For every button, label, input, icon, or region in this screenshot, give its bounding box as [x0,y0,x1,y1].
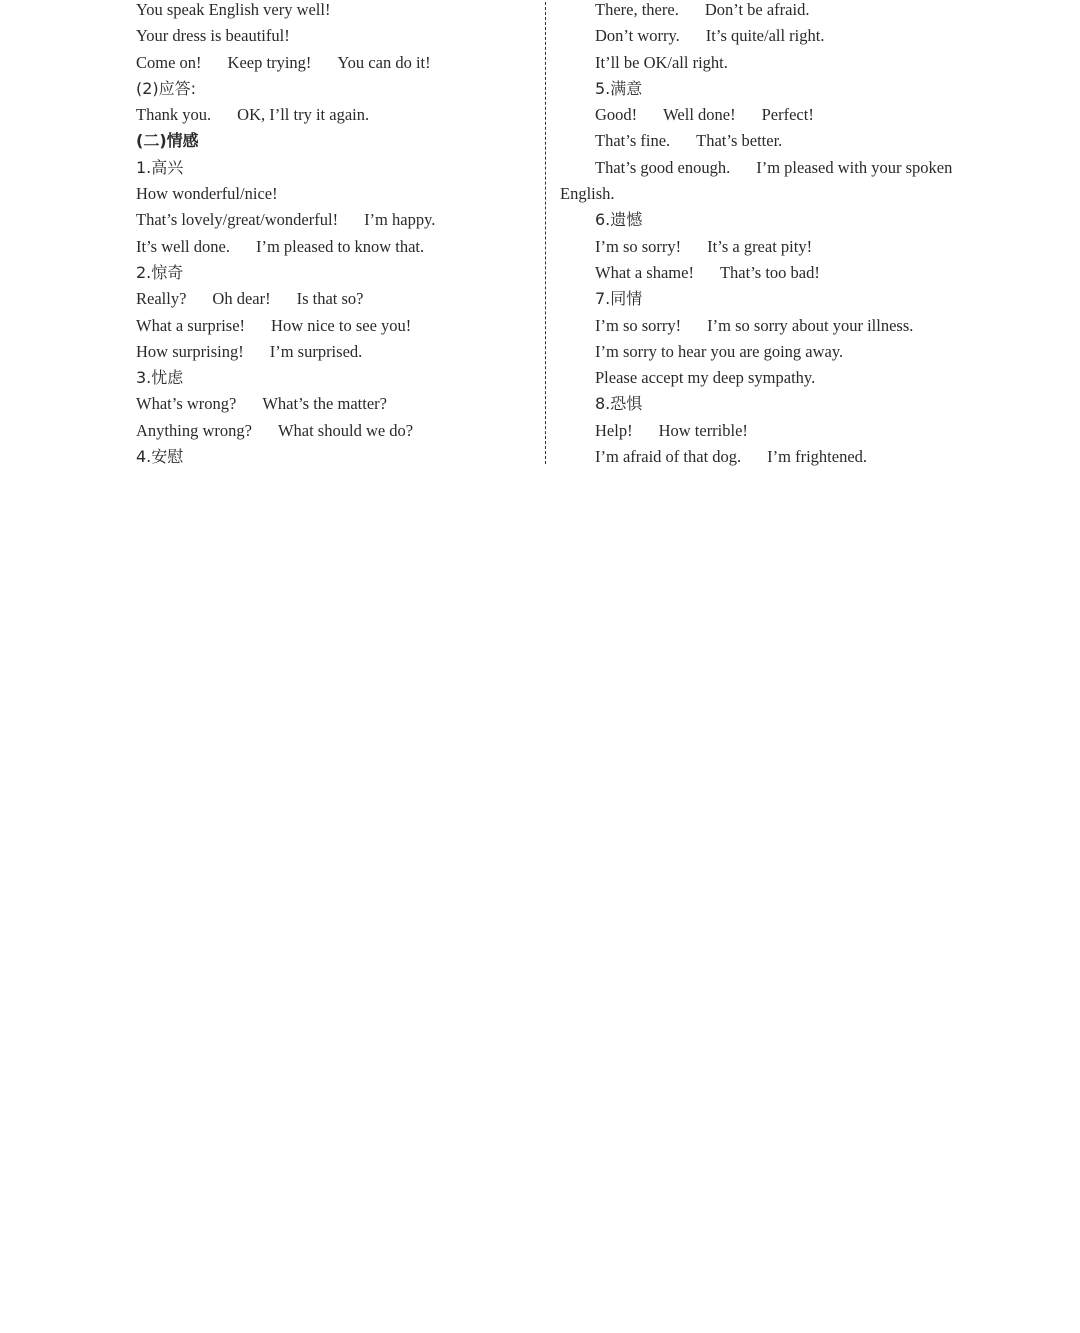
heading-text: (2)应答: [136,78,197,98]
phrase: I’m so sorry! [595,315,682,335]
text-line [136,342,531,368]
column-divider [545,2,546,464]
heading-text: 5.满意 [595,78,643,98]
phrase: There, there. [595,0,679,19]
category-heading [560,394,1000,420]
phrase: Your dress is beautiful! [136,26,290,46]
phrase: Perfect! [761,105,814,125]
heading-text: 2.惊奇 [136,262,184,282]
phrase: English. [560,184,615,204]
right-column [560,0,1000,473]
phrase: Don’t worry. [595,26,680,46]
text-line [560,421,1000,447]
phrase: Don’t be afraid. [704,0,810,19]
phrase: I’m so sorry about your illness. [707,315,914,335]
section-heading [136,131,531,157]
text-line [136,184,531,210]
phrase: Really? [136,289,187,309]
phrase: What a shame! [595,262,694,282]
text-line [560,184,1000,210]
phrase: It’s a great pity! [707,236,813,256]
phrase: Keep trying! [227,52,312,72]
text-line [560,158,1000,184]
left-column [136,0,531,473]
phrase: Well done! [663,105,736,125]
category-heading [560,289,1000,315]
phrase: OK, I’ll try it again. [237,105,370,125]
phrase: Help! [595,420,633,440]
phrase: That’s better. [696,131,783,151]
phrase: How surprising! [136,341,244,361]
phrase: How wonderful/nice! [136,184,278,204]
phrase: You can do it! [337,52,431,72]
text-line [136,289,531,315]
text-line [136,105,531,131]
phrase: I’m happy. [364,210,436,230]
text-line [136,421,531,447]
text-line [136,237,531,263]
text-line [136,53,531,79]
phrase: What should we do? [277,420,414,440]
phrase: What’s wrong? [136,394,237,414]
phrase: Oh dear! [212,289,271,309]
text-line [560,131,1000,157]
heading-text: 1.高兴 [136,157,184,177]
phrase: Anything wrong? [136,420,252,440]
text-line [136,0,531,26]
heading-text: 8.恐惧 [595,394,643,414]
phrase: I’m afraid of that dog. [595,447,742,467]
text-line [560,0,1000,26]
phrase: How nice to see you! [271,315,412,335]
text-line [560,105,1000,131]
text-line [560,237,1000,263]
text-line [560,447,1000,473]
phrase: I’m frightened. [767,447,868,467]
heading-text: 6.遗憾 [595,210,643,230]
phrase: I’m pleased to know that. [255,236,425,256]
phrase: It’s quite/all right. [705,26,825,46]
heading-text: (二)情感 [136,131,199,151]
text-line [136,394,531,420]
heading-text: 4.安慰 [136,447,184,467]
phrase: Is that so? [296,289,364,309]
phrase: I’m pleased with your spoken [756,157,953,177]
text-line [136,316,531,342]
phrase: What a surprise! [136,315,246,335]
text-line [560,53,1000,79]
text-line [560,368,1000,394]
phrase: That’s too bad! [719,262,820,282]
phrase: That’s good enough. [595,157,731,177]
phrase: How terrible! [658,420,748,440]
heading-text: 3.忧虑 [136,368,184,388]
phrase: You speak English very well! [136,0,331,19]
text-line [560,263,1000,289]
phrase: It’s well done. [136,236,230,256]
phrase: Thank you. [136,105,212,125]
text-line [560,342,1000,368]
category-heading [136,263,531,289]
phrase: I’m sorry to hear you are going away. [595,341,844,361]
category-heading [136,447,531,473]
phrase: It’ll be OK/all right. [595,52,728,72]
heading-text: 7.同情 [595,289,643,309]
text-line [560,26,1000,52]
phrase: Come on! [136,52,202,72]
category-heading [136,158,531,184]
phrase: Please accept my deep sympathy. [595,368,816,388]
category-heading [560,210,1000,236]
subsection-heading [136,79,531,105]
phrase: That’s fine. [595,131,671,151]
category-heading [136,368,531,394]
phrase: What’s the matter? [262,394,387,414]
phrase: That’s lovely/great/wonderful! [136,210,339,230]
text-line [136,26,531,52]
phrase: Good! [595,105,638,125]
phrase: I’m surprised. [269,341,363,361]
phrase: I’m so sorry! [595,236,682,256]
text-line [560,316,1000,342]
category-heading [560,79,1000,105]
text-line [136,210,531,236]
